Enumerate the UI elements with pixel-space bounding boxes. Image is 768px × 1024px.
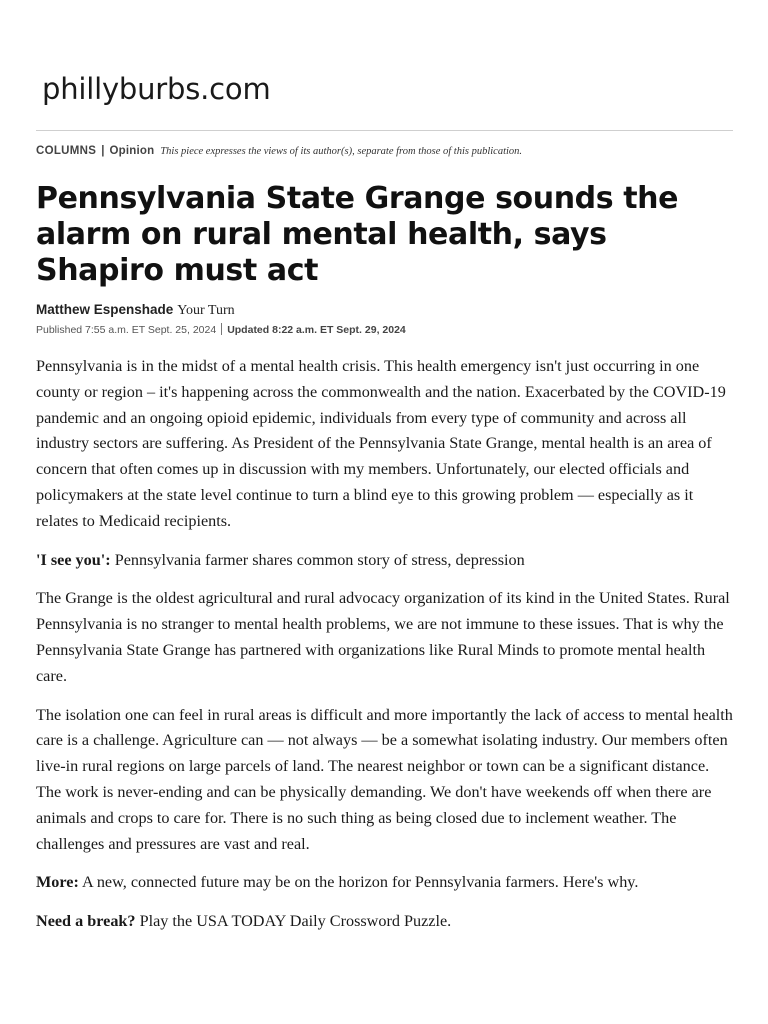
related-link-crossword[interactable] [36, 909, 733, 935]
article-paragraph: The Grange is the oldest agricultural and rural advocacy organization of its kind in the United States. Rural Pennsylvania is no stranger to mental health problems, we are not immune to these issues. That is why the Pennsylvania State Grange has partnered with organizations like Rural Minds to promote mental health care. [36, 589, 730, 685]
byline [36, 301, 235, 319]
header-divider [36, 130, 733, 131]
updated-date: Updated 8:22 a.m. ET Sept. 29, 2024 [227, 324, 406, 336]
author-name[interactable]: Matthew Espenshade [36, 302, 174, 317]
opinion-disclaimer: This piece expresses the views of its author(s), separate from those of this publication. [160, 146, 523, 157]
article-paragraph: Pennsylvania is in the midst of a mental health crisis. This health emergency isn't just occurring in one county or region – it's happening across the commonwealth and the nation. Exacerbated by the COVID-19 pandemic and an ongoing opioid epidemic, individuals from every type of community and across all industry sectors are suffering. As President of the Pennsylvania State Grange, mental health is an area of concern that often comes up in discussion with my members. Unfortunately, our elected officials and policymakers at the state level continue to turn a blind eye to this growing problem — especially as it relates to Medicaid recipients. [36, 357, 726, 530]
section-link-columns[interactable]: COLUMNS [36, 145, 97, 157]
related-link-text[interactable]: Play the USA TODAY Daily Crossword Puzzle. [135, 912, 452, 931]
published-date: Published 7:55 a.m. ET Sept. 25, 2024 [36, 324, 217, 336]
site-logo[interactable]: phillyburbs.com [42, 72, 271, 106]
label-separator: | [101, 145, 105, 157]
article-body [36, 354, 733, 948]
related-lead: Need a break? [36, 912, 136, 931]
dateline [36, 323, 406, 336]
related-link-more[interactable] [36, 870, 733, 896]
article-paragraph: The isolation one can feel in rural areas is difficult and more importantly the lack of access to mental health care is a challenge. Agriculture can — not always — be a somewhat isolating industry. Our members often live-in rural regions on large parcels of land. The nearest neighbor or town can be a significant distance. The work is never-ending and can be physically demanding. We don't have weekends off when there are animals and crops to care for. There is no such thing as being closed due to inclement weather. The challenges and pressures are vast and real. [36, 705, 733, 853]
related-lead: More: [36, 873, 79, 892]
article-label [36, 145, 522, 157]
related-link-i-see-you[interactable] [36, 548, 733, 574]
related-lead: 'I see you': [36, 550, 111, 569]
dateline-divider [221, 323, 222, 335]
article-headline: Pennsylvania State Grange sounds the alarm on rural mental health, says Shapiro must act [36, 181, 679, 288]
category-link-opinion[interactable]: Opinion [109, 145, 155, 157]
related-link-text[interactable]: A new, connected future may be on the horizon for Pennsylvania farmers. Here's why. [78, 873, 639, 892]
column-name: Your Turn [177, 303, 235, 318]
related-link-text[interactable]: Pennsylvania farmer shares common story of stress, depression [110, 550, 525, 569]
